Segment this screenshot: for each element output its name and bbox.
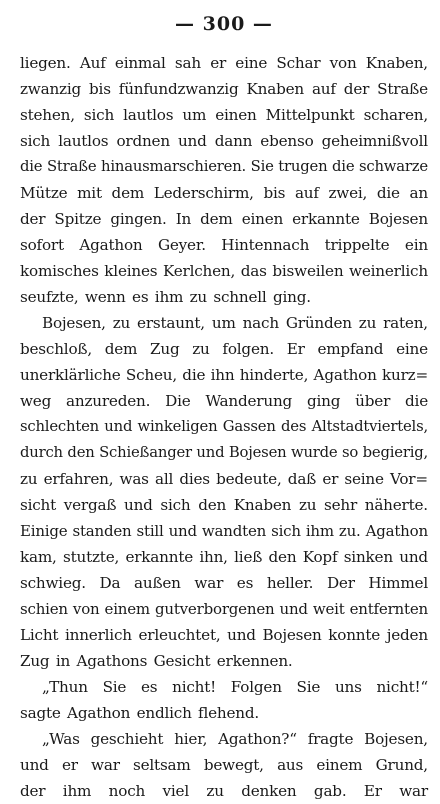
text-line: stehen, sich lautlos um einen Mittelpunkt scharen, [20, 106, 428, 124]
text-line: „Was geschieht hier, Agathon?“ fragte Bojesen, [42, 730, 428, 748]
text-line: komisches kleines Kerlchen, das bisweilen weinerlich [20, 262, 428, 280]
text-line: „Thun Sie es nicht! Folgen Sie uns nicht!“ [42, 678, 428, 696]
text-line: und er war seltsam bewegt, aus einem Grund, [20, 756, 428, 774]
text-line: beschloß, dem Zug zu folgen. Er empfand eine [20, 340, 428, 358]
text-line: die Straße hinausmarschieren. Sie trugen die schwarze [20, 158, 428, 175]
text-line: zu erfahren, was all dies bedeute, daß er seine Vor= [20, 470, 428, 488]
text-line: der ihm noch viel zu denken gab. Er war [20, 782, 428, 800]
text-line: schlechten und winkeligen Gassen des Altstadtviertels, [20, 418, 428, 435]
page-number: — 300 — [175, 13, 273, 35]
text-line: Bojesen, zu erstaunt, um nach Gründen zu raten, [42, 314, 428, 332]
text-line: unerklärliche Scheu, die ihn hinderte, Agathon kurz= [20, 366, 428, 384]
text-line: sich lautlos ordnen und dann ebenso geheimnißvoll [20, 132, 428, 150]
text-line: schien von einem gutverborgenen und weit entfernten [20, 600, 428, 618]
text-line: durch den Schießanger und Bojesen wurde so begierig, [20, 444, 428, 461]
text-line: Zug in Agathons Gesicht erkennen. [20, 652, 293, 670]
text-line: liegen. Auf einmal sah er eine Schar von Knaben, [20, 54, 428, 72]
text-line: zwanzig bis fünfundzwanzig Knaben auf der Straße [20, 80, 428, 98]
text-line: seufzte, wenn es ihm zu schnell ging. [20, 288, 311, 306]
text-line: Mütze mit dem Lederschirm, bis auf zwei, die an [20, 184, 428, 202]
body-text [20, 50, 428, 804]
text-line: sofort Agathon Geyer. Hintennach trippelte ein [20, 236, 428, 254]
text-line: Licht innerlich erleuchtet, und Bojesen konnte jeden [20, 626, 428, 644]
text-line: sagte Agathon endlich flehend. [20, 704, 260, 722]
text-line: Einige standen still und wandten sich ihm zu. Agathon [20, 522, 428, 540]
text-line: sicht vergaß und sich den Knaben zu sehr näherte. [20, 496, 428, 514]
book-page [20, 10, 428, 800]
text-line: weg anzureden. Die Wanderung ging über die [20, 392, 428, 410]
text-line: kam, stutzte, erkannte ihn, ließ den Kopf sinken und [20, 548, 428, 566]
text-line: der Spitze gingen. In dem einen erkannte Bojesen [20, 210, 428, 228]
text-line: schwieg. Da außen war es heller. Der Himmel [20, 574, 428, 592]
